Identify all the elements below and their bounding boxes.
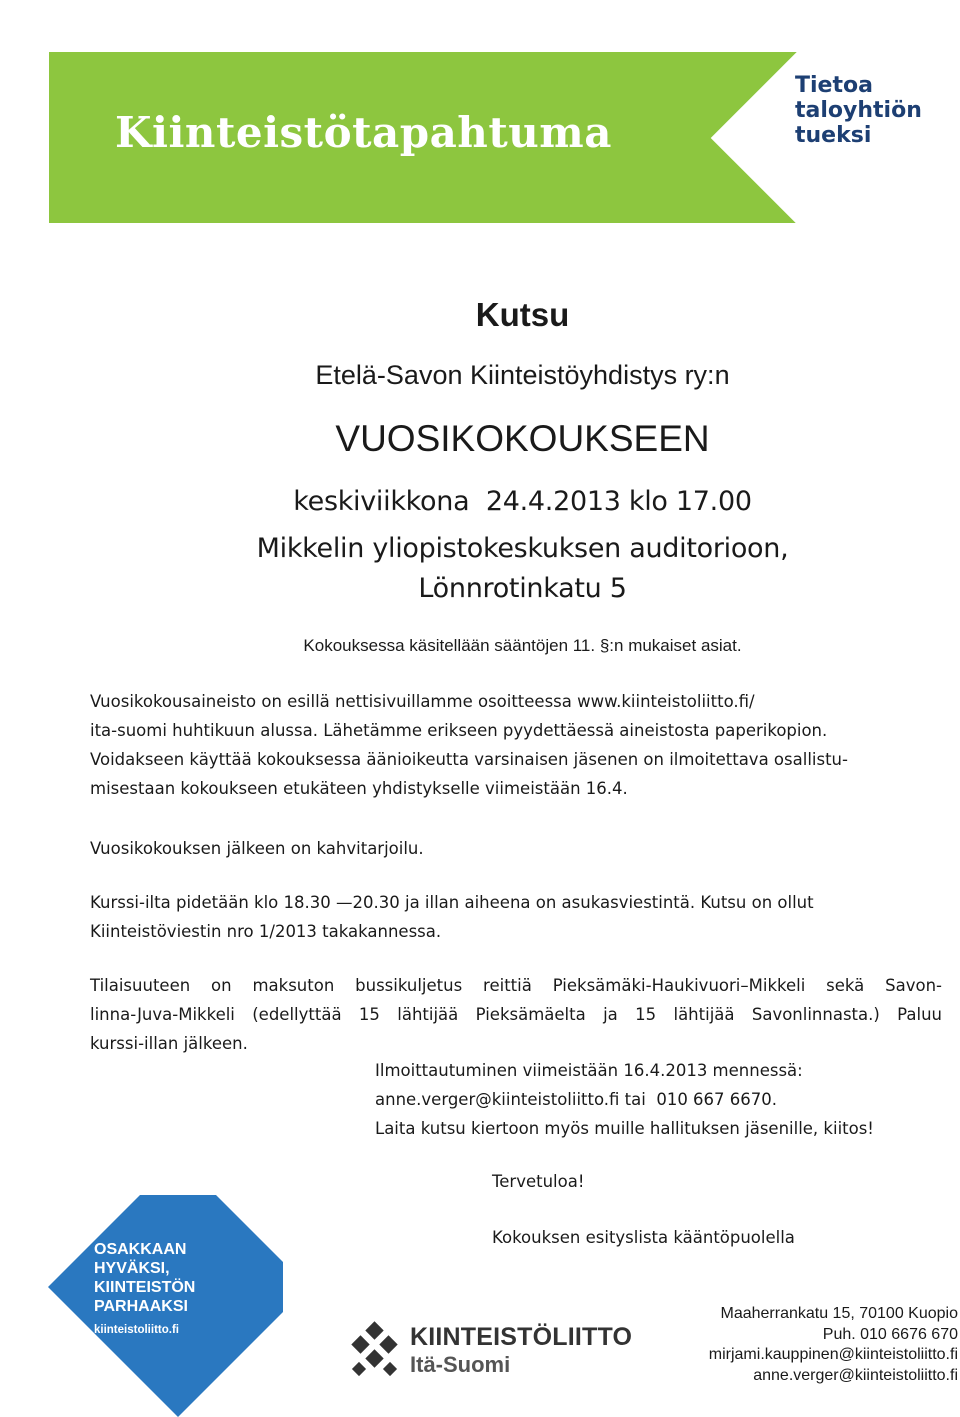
badge-line: OSAKKAAN xyxy=(94,1241,187,1258)
agenda-note: Kokouksen esityslista kääntöpuolella xyxy=(492,1228,795,1247)
contact-email[interactable]: anne.verger@kiinteistoliitto.fi xyxy=(753,1366,958,1384)
tagline-line: tueksi xyxy=(795,123,872,148)
banner-title: Kiinteistötapahtuma xyxy=(115,108,612,157)
event-venue: Mikkelin yliopistokeskuksen auditorioon, xyxy=(256,533,789,564)
coffee-paragraph xyxy=(90,834,942,863)
logo-region: Itä-Suomi xyxy=(410,1352,511,1377)
invitation-heading: Kutsu xyxy=(475,296,570,333)
paragraph-line: Tilaisuuteen on maksuton bussikuljetus reittiä Pieksämäki-Haukivuori–Mikkeli sekä Savon- xyxy=(90,976,942,995)
welcome-text: Tervetuloa! xyxy=(492,1172,585,1191)
tagline-line: Tietoa xyxy=(795,73,873,98)
badge-line: KIINTEISTÖN xyxy=(94,1279,196,1296)
materials-paragraph xyxy=(90,687,942,803)
course-evening-paragraph xyxy=(90,888,942,946)
paragraph-line: Vuosikokouksen jälkeen on kahvitarjoilu. xyxy=(90,839,424,858)
event-date-time: keskiviikkona 24.4.2013 klo 17.00 xyxy=(293,486,752,517)
badge-line: HYVÄKSI, xyxy=(94,1260,170,1277)
contact-info xyxy=(709,1304,958,1386)
contact-phone: Puh. 010 6676 670 xyxy=(822,1325,958,1343)
contact-email[interactable]: mirjami.kauppinen@kiinteistoliitto.fi xyxy=(708,1346,958,1363)
event-street-address: Lönnrotinkatu 5 xyxy=(418,573,627,604)
banner-tagline xyxy=(795,73,922,148)
registration-block xyxy=(375,1056,874,1143)
registration-line: Laita kutsu kiertoon myös muille hallituksen jäsenille, kiitos! xyxy=(375,1119,874,1138)
logo-name: KIINTEISTÖLIITTO xyxy=(410,1323,633,1351)
badge-url: kiinteistoliitto.fi xyxy=(94,1324,179,1336)
agenda-statement: Kokouksessa käsitellään sääntöjen 11. §:n mukaiset asiat. xyxy=(303,636,742,655)
paragraph-line: Kurssi-ilta pidetään klo 18.30 —20.30 ja illan aiheena on asukasviestintä. Kutsu on ollut xyxy=(90,893,814,912)
paragraph-line: kurssi-illan jälkeen. xyxy=(90,1034,248,1053)
paragraph-line: ita-suomi huhtikuun alussa. Lähetämme erikseen pyydettäessä aineistosta paperikopion. xyxy=(90,721,828,740)
contact-address: Maaherrankatu 15, 70100 Kuopio xyxy=(720,1305,958,1322)
registration-line: Ilmoittautuminen viimeistään 16.4.2013 mennessä: xyxy=(375,1061,803,1080)
event-name: VUOSIKOKOUKSEEN xyxy=(335,418,710,459)
paragraph-line: Voidakseen käyttää kokouksessa äänioikeutta varsinaisen jäsenen on ilmoitettava osallistu- xyxy=(90,750,848,769)
paragraph-line: misestaan kokoukseen etukäteen yhdistykselle viimeistään 16.4. xyxy=(90,779,628,798)
paragraph-line: Vuosikokousaineisto on esillä nettisivuillamme osoitteessa www.kiinteistoliitto.fi/ xyxy=(90,692,755,711)
kiinteistoliitto-logo-icon xyxy=(344,1320,404,1380)
registration-line: anne.verger@kiinteistoliitto.fi tai 010 667 6670. xyxy=(375,1090,778,1109)
organization-name: Etelä-Savon Kiinteistöyhdistys ry:n xyxy=(315,360,730,390)
paragraph-line: Kiinteistöviestin nro 1/2013 takakannessa. xyxy=(90,922,442,941)
badge-slogan xyxy=(94,1240,195,1316)
transport-paragraph xyxy=(90,971,942,1058)
badge-line: PARHAAKSI xyxy=(94,1298,188,1315)
paragraph-line: linna-Juva-Mikkeli (edellyttää 15 lähtijää Pieksämäelta ja 15 lähtijää Savonlinnasta.) Paluu xyxy=(90,1005,942,1024)
tagline-line: taloyhtiön xyxy=(795,98,922,123)
